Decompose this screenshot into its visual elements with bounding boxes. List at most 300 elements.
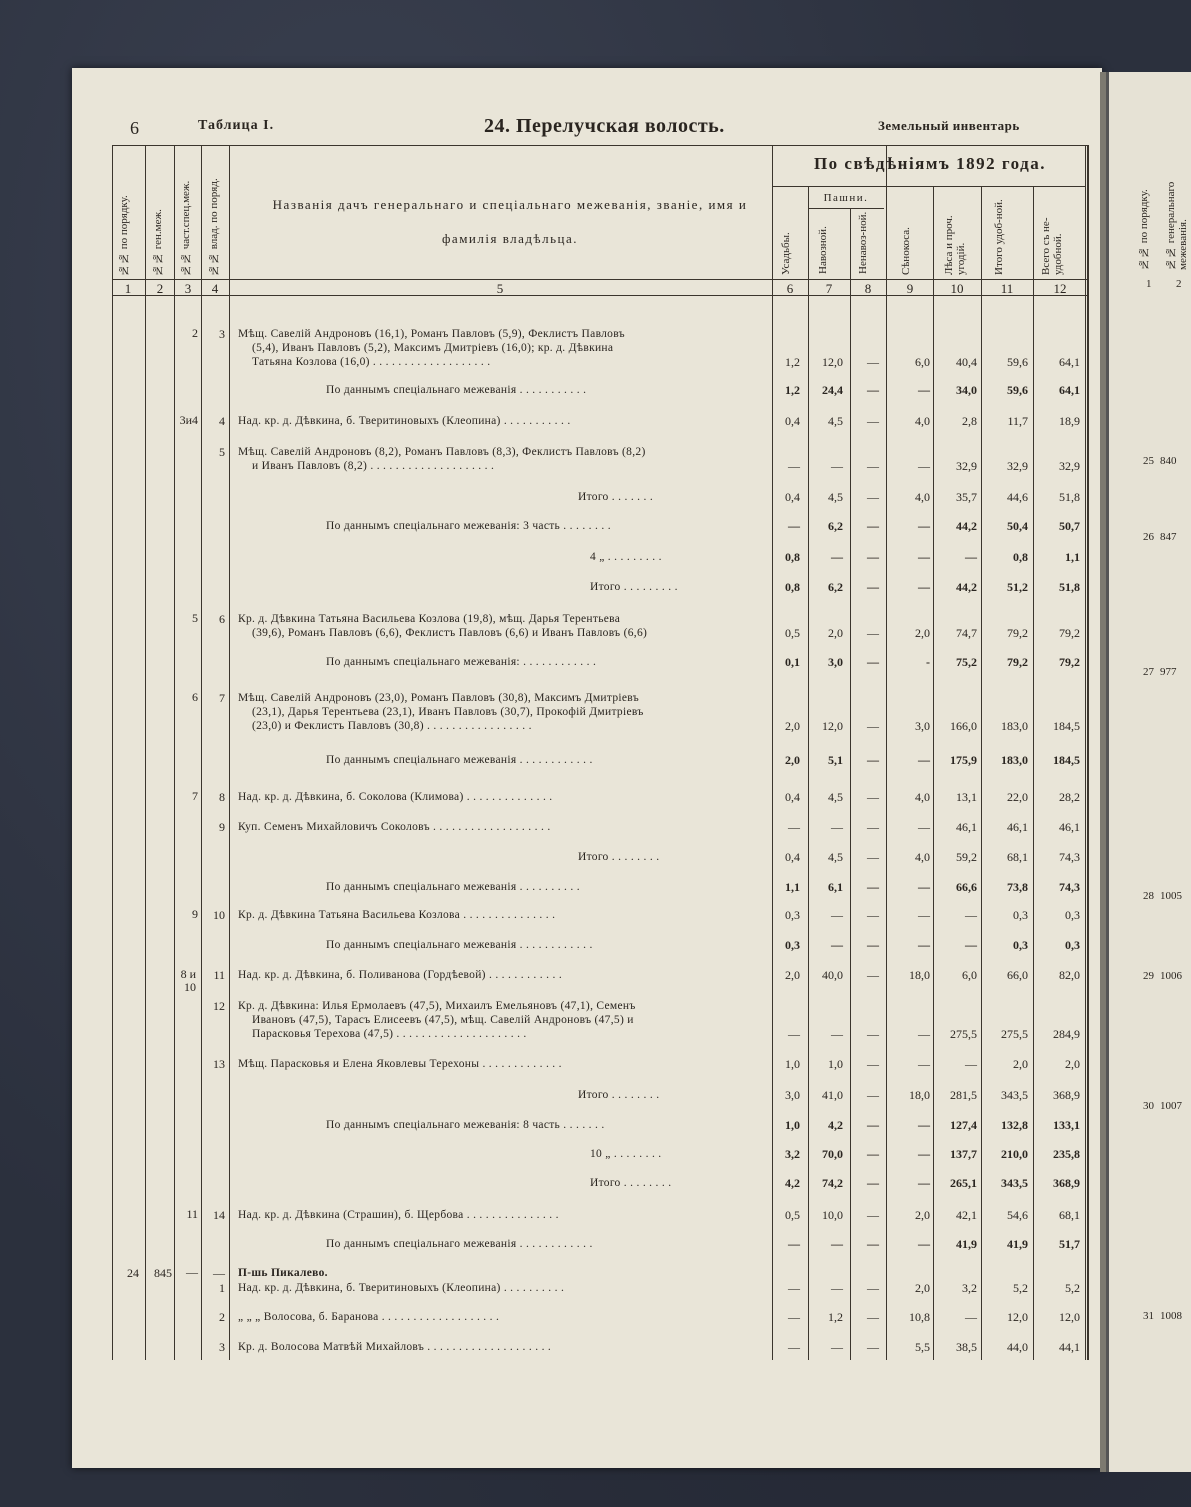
cell-value: — (831, 908, 843, 922)
cell-value: 51,2 (1007, 580, 1028, 594)
cell-value: — (918, 753, 930, 767)
cell-value: — (918, 1057, 930, 1071)
top-rule (112, 145, 1087, 146)
cell-value: — (867, 490, 879, 504)
cell-value: — (867, 1057, 879, 1071)
owner-number: 1 (219, 1281, 225, 1295)
cell-value: 0,5 (785, 626, 800, 640)
cell-value: 11,7 (1007, 414, 1028, 428)
cell-value: 74,7 (956, 626, 977, 640)
cell-value: — (918, 550, 930, 564)
owner-text: Итого . . . . . . . . (590, 1177, 672, 1189)
cell-value: — (918, 1237, 930, 1251)
cell-value: 44,6 (1007, 490, 1028, 504)
spec-survey-number: 5 (192, 611, 198, 625)
cell-value: 59,6 (1007, 383, 1028, 397)
cell-value: 2,0 (785, 719, 800, 733)
cell-value: 3,2 (785, 1147, 800, 1161)
cell-value: — (867, 383, 879, 397)
cell-value: — (867, 1147, 879, 1161)
cell-value: 127,4 (950, 1118, 977, 1132)
col-header-3: №№ част.спец.меж. (180, 180, 192, 276)
cell-value: — (788, 1237, 800, 1251)
cell-value: 4,5 (828, 414, 843, 428)
cell-value: — (918, 383, 930, 397)
cell-value: — (918, 519, 930, 533)
row-number: 24 (127, 1266, 139, 1280)
cell-value: — (831, 550, 843, 564)
cell-value: 34,0 (956, 383, 977, 397)
next-page-gen-number: 1006 (1160, 970, 1182, 982)
spec-survey-number: 9 (192, 907, 198, 921)
owner-text: Мѣщ. Парасковья и Елена Яковлевы Терехоны . . . . . . . . . . . . . (238, 1058, 562, 1070)
cell-value: — (867, 1118, 879, 1132)
cell-value: 68,1 (1059, 1208, 1080, 1222)
col-header-7: Навозной. (817, 226, 829, 274)
cell-value: 1,2 (828, 1310, 843, 1324)
owner-text: Итого . . . . . . . . (578, 851, 660, 863)
cell-value: 2,0 (785, 753, 800, 767)
cell-value: — (867, 519, 879, 533)
cell-value: 51,8 (1059, 580, 1080, 594)
next-page-row-number: 31 (1143, 1310, 1154, 1322)
next-page-colnum: 1 (1146, 278, 1152, 290)
cell-value: — (918, 908, 930, 922)
cell-value: — (867, 1088, 879, 1102)
owner-text: По даннымъ спеціальнаго межеванія . . . . . . . . . . . . (326, 939, 593, 951)
spec-survey-number: 11 (186, 1207, 198, 1221)
cell-value: 0,4 (785, 850, 800, 864)
cell-value: — (867, 414, 879, 428)
cell-value: 1,0 (785, 1057, 800, 1071)
cell-value: 210,0 (1001, 1147, 1028, 1161)
owner-text: Над. кр. д. Дѣвкина (Страшин), б. Щербова . . . . . . . . . . . . . . . (238, 1209, 559, 1221)
owner-text: Кр. д. Дѣвкина Татьяна Васильева Козлова (19,8), мѣщ. Дарья Терентьева (238, 613, 621, 625)
cell-value: — (831, 1281, 843, 1295)
cell-value: — (867, 580, 879, 594)
next-page-gen-number: 1007 (1160, 1100, 1182, 1112)
next-page-row-number: 27 (1143, 666, 1154, 678)
cell-value: 1,2 (785, 355, 800, 369)
cell-value: 166,0 (950, 719, 977, 733)
cell-value: 183,0 (1001, 753, 1028, 767)
cell-value: — (788, 1340, 800, 1354)
cell-value: — (867, 355, 879, 369)
cell-value: 2,8 (962, 414, 977, 428)
cell-value: — (831, 1027, 843, 1041)
cell-value: 2,0 (828, 626, 843, 640)
cell-value: 0,3 (1013, 938, 1028, 952)
pashni-header: Пашни. (823, 192, 869, 204)
cell-value: 6,0 (962, 968, 977, 982)
cell-value: 44,2 (956, 580, 977, 594)
pashni-rule (808, 208, 884, 209)
cell-value: — (918, 880, 930, 894)
col-header-6: Усадьбы. (780, 232, 792, 275)
column-number: 2 (156, 281, 164, 296)
column-number: 10 (950, 281, 964, 296)
next-page-colnum: 2 (1176, 278, 1182, 290)
cell-value: 343,5 (1001, 1088, 1028, 1102)
cell-value: 51,7 (1059, 1237, 1080, 1251)
cell-value: — (867, 753, 879, 767)
cell-value: 2,0 (785, 968, 800, 982)
cell-value: 368,9 (1053, 1176, 1080, 1190)
cell-value: 137,7 (950, 1147, 977, 1161)
next-page-gen-number: 847 (1160, 531, 1177, 543)
owner-text: 4 „ . . . . . . . . . (590, 551, 662, 563)
next-page-row-number: 30 (1143, 1100, 1154, 1112)
cell-value: 46,1 (1007, 820, 1028, 834)
owner-text: „ „ „ Волосова, б. Баранова . . . . . . . . . . . . . . . . . . . (238, 1311, 500, 1323)
owner-number: 4 (219, 414, 225, 428)
cell-value: 6,0 (915, 355, 930, 369)
cell-value: 184,5 (1053, 719, 1080, 733)
spec-survey-number: 2 (192, 326, 198, 340)
cell-value: 68,1 (1007, 850, 1028, 864)
cell-value: 0,3 (785, 938, 800, 952)
cell-value: — (918, 1118, 930, 1132)
owner-number: 14 (213, 1208, 225, 1222)
cell-value: 1,2 (785, 383, 800, 397)
cell-value: 35,7 (956, 490, 977, 504)
cell-value: 38,5 (956, 1340, 977, 1354)
col-header-9: Сѣнокоса. (900, 227, 912, 275)
owner-text: Куп. Семенъ Михайловичъ Соколовъ . . . . . . . . . . . . . . . . . . . (238, 821, 551, 833)
cell-value: 0,3 (1013, 908, 1028, 922)
cell-value: 3,0 (785, 1088, 800, 1102)
cell-value: 12,0 (822, 719, 843, 733)
cell-value: 41,0 (822, 1088, 843, 1102)
cell-value: — (918, 820, 930, 834)
cell-value: 2,0 (1065, 1057, 1080, 1071)
next-page-gen-number: 977 (1160, 666, 1177, 678)
owner-number: 5 (219, 445, 225, 459)
cell-value: — (918, 459, 930, 473)
column-number: 4 (211, 281, 219, 296)
cell-value: — (788, 519, 800, 533)
cell-value: — (918, 1176, 930, 1190)
cell-value: 44,0 (1007, 1340, 1028, 1354)
cell-value: 59,2 (956, 850, 977, 864)
owner-text: Над. кр. д. Дѣвкина, б. Тверитиновыхъ (Клеопина) . . . . . . . . . . . (238, 415, 571, 427)
cell-value: 54,6 (1007, 1208, 1028, 1222)
col-header-4: №№ влад. по поряд. (208, 178, 220, 276)
owner-text: Над. кр. д. Дѣвкина, б. Тверитиновыхъ (Клеопина) . . . . . . . . . . (238, 1282, 565, 1294)
owner-number: 7 (219, 691, 225, 705)
cell-value: — (867, 626, 879, 640)
cell-value: — (918, 580, 930, 594)
cell-value: — (788, 1310, 800, 1324)
cell-value: 32,9 (1007, 459, 1028, 473)
col-rule (229, 145, 230, 1360)
owner-text: Мѣщ. Савелій Андроновъ (23,0), Романъ Павловъ (30,8), Максимъ Дмитріевъ (238, 692, 639, 704)
cell-value: 235,8 (1053, 1147, 1080, 1161)
next-page-gen-number: 1005 (1160, 890, 1182, 902)
cell-value: 46,1 (956, 820, 977, 834)
cell-value: 41,9 (1007, 1237, 1028, 1251)
cell-value: 275,5 (950, 1027, 977, 1041)
cell-value: 275,5 (1001, 1027, 1028, 1041)
owner-number: 8 (219, 790, 225, 804)
owner-text: Парасковья Терехова (47,5) . . . . . . . . . . . . . . . . . . . . . (252, 1028, 527, 1040)
owner-number: — (213, 1266, 225, 1280)
col-rule (145, 145, 146, 1360)
cell-value: — (918, 938, 930, 952)
column-number: 12 (1053, 281, 1067, 296)
cell-value: — (831, 820, 843, 834)
cell-value: 4,2 (828, 1118, 843, 1132)
cell-value: — (867, 790, 879, 804)
cell-value: 24,4 (822, 383, 843, 397)
next-page-gen-number: 840 (1160, 455, 1177, 467)
cell-value: 4,0 (915, 790, 930, 804)
col-header-2: №№ ген.меж. (152, 209, 164, 276)
cell-value: 10,0 (822, 1208, 843, 1222)
cell-value: 2,0 (915, 626, 930, 640)
cell-value: 0,3 (1065, 908, 1080, 922)
cell-value: 10,8 (909, 1310, 930, 1324)
cell-value: 0,4 (785, 414, 800, 428)
cell-value: — (867, 1310, 879, 1324)
cell-value: 6,1 (828, 880, 843, 894)
cell-value: 4,0 (915, 414, 930, 428)
cell-value: 1,0 (785, 1118, 800, 1132)
cell-value: 0,8 (785, 550, 800, 564)
cell-value: 4,2 (785, 1176, 800, 1190)
cell-value: 79,2 (1059, 626, 1080, 640)
column-number: 5 (496, 281, 504, 296)
cell-value: — (867, 719, 879, 733)
cell-value: 70,0 (822, 1147, 843, 1161)
cell-value: — (965, 908, 977, 922)
owner-text: Татьяна Козлова (16,0) . . . . . . . . . . . . . . . . . . . (252, 356, 491, 368)
cell-value: 183,0 (1001, 719, 1028, 733)
owner-text: По даннымъ спеціальнаго межеванія . . . . . . . . . . . . (326, 1238, 593, 1250)
cell-value: — (867, 655, 879, 669)
cell-value: — (867, 1340, 879, 1354)
cell-value: — (867, 968, 879, 982)
col-header-11: Итого удоб-ной. (993, 199, 1005, 275)
cell-value: 79,2 (1059, 655, 1080, 669)
column-number: 3 (184, 281, 192, 296)
owner-number: 3 (219, 1340, 225, 1354)
cell-value: 4,5 (828, 490, 843, 504)
cell-value: 3,0 (915, 719, 930, 733)
cell-value: — (918, 1147, 930, 1161)
col-header-12: Всего съ не-удобной. (1040, 217, 1064, 275)
cell-value: 0,4 (785, 790, 800, 804)
cell-value: — (867, 850, 879, 864)
cell-value: 5,1 (828, 753, 843, 767)
owner-text: (5,4), Иванъ Павловъ (5,2), Максимъ Дмитріевъ (16,0); кр. д. Дѣвкина (252, 342, 614, 354)
cell-value: — (867, 908, 879, 922)
next-page-row-number: 28 (1143, 890, 1154, 902)
cell-value: — (965, 550, 977, 564)
cell-value: — (831, 459, 843, 473)
cell-value: 265,1 (950, 1176, 977, 1190)
owner-number: 9 (219, 820, 225, 834)
cell-value: — (867, 1208, 879, 1222)
cell-value: 74,3 (1059, 850, 1080, 864)
cell-value: 42,1 (956, 1208, 977, 1222)
owner-text: По даннымъ спеціальнаго межеванія . . . . . . . . . . (326, 881, 580, 893)
owner-text: Кр. д. Волосова Матвѣй Михайловъ . . . . . . . . . . . . . . . . . . . . (238, 1341, 552, 1353)
owner-number: 11 (213, 968, 225, 982)
cell-value: 50,7 (1059, 519, 1080, 533)
cell-value: 74,2 (822, 1176, 843, 1190)
gen-survey-number: 845 (154, 1266, 172, 1280)
year-rule (772, 186, 1085, 187)
cell-value: 40,0 (822, 968, 843, 982)
column-number: 8 (864, 281, 872, 296)
cell-value: — (831, 1237, 843, 1251)
cell-value: 0,3 (785, 908, 800, 922)
owner-number: 13 (213, 1057, 225, 1071)
cell-value: 18,0 (909, 968, 930, 982)
cell-value: 4,5 (828, 850, 843, 864)
cell-value: - (926, 655, 930, 669)
column-number: 1 (124, 281, 132, 296)
cell-value: — (965, 1057, 977, 1071)
owner-text: По даннымъ спеціальнаго межеванія . . . . . . . . . . . (326, 384, 587, 396)
cell-value: — (867, 459, 879, 473)
cell-value: 64,1 (1059, 355, 1080, 369)
cell-value: 32,9 (1059, 459, 1080, 473)
cell-value: — (867, 880, 879, 894)
cell-value: 4,0 (915, 490, 930, 504)
cell-value: 0,3 (1065, 938, 1080, 952)
cell-value: — (788, 1281, 800, 1295)
cell-value: 1,0 (828, 1057, 843, 1071)
cell-value: — (867, 820, 879, 834)
cell-value: 51,8 (1059, 490, 1080, 504)
cell-value: 44,1 (1059, 1340, 1080, 1354)
right-border (1087, 145, 1089, 1360)
cell-value: 2,0 (915, 1281, 930, 1295)
cell-value: 0,1 (785, 655, 800, 669)
cell-value: — (788, 1027, 800, 1041)
spec-survey-number: — (186, 1265, 198, 1279)
col-header-10: Лѣса и проч. угодій. (943, 215, 967, 275)
table-label: Таблица I. (198, 118, 275, 133)
spec-survey-number: 3и4 (179, 413, 198, 427)
cell-value: 44,2 (956, 519, 977, 533)
owner-text: По даннымъ спеціальнаго межеванія: 8 часть . . . . . . . (326, 1119, 605, 1131)
names-header: Названія дачъ генеральнаго и спеціальнаго межеванія, званіе, имя и фамилія владѣльца. (272, 197, 748, 246)
cell-value: 4,5 (828, 790, 843, 804)
next-page-header-1: №№ по порядку. (1138, 189, 1150, 270)
cell-value: 75,2 (956, 655, 977, 669)
owner-text: и Иванъ Павловъ (8,2) . . . . . . . . . . . . . . . . . . . . (252, 460, 495, 472)
page-number: 6 (130, 118, 139, 138)
book-page (72, 68, 1102, 1468)
cell-value: 5,5 (915, 1340, 930, 1354)
col-rule (1085, 145, 1086, 1360)
owner-text: (23,1), Дарья Терентьева (23,1), Иванъ Павловъ (30,7), Прокофій Дмитріевъ (252, 706, 644, 718)
owner-text: По даннымъ спеціальнаго межеванія: . . . . . . . . . . . . (326, 656, 597, 668)
next-page-gen-number: 1008 (1160, 1310, 1182, 1322)
cell-value: 3,2 (962, 1281, 977, 1295)
owner-text: Итого . . . . . . . (578, 491, 654, 503)
cell-value: 284,9 (1053, 1027, 1080, 1041)
cell-value: 28,2 (1059, 790, 1080, 804)
cell-value: 74,3 (1059, 880, 1080, 894)
cell-value: — (831, 938, 843, 952)
owner-number: 2 (219, 1310, 225, 1324)
cell-value: — (867, 1027, 879, 1041)
cell-value: 46,1 (1059, 820, 1080, 834)
owner-text: Ивановъ (47,5), Тарасъ Елисеевъ (47,5), мѣщ. Савелій Андроновъ (47,5) и (252, 1014, 634, 1026)
owner-text: П-шь Пикалево. (238, 1267, 328, 1279)
cell-value: 2,0 (1013, 1057, 1028, 1071)
cell-value: 0,5 (785, 1208, 800, 1222)
column-number: 9 (906, 281, 914, 296)
cell-value: 64,1 (1059, 383, 1080, 397)
cell-value: 32,9 (956, 459, 977, 473)
owner-number: 3 (219, 327, 225, 341)
column-number: 11 (1000, 281, 1014, 296)
cell-value: 4,0 (915, 850, 930, 864)
owner-text: Кр. д. Дѣвкина: Илья Ермолаевъ (47,5), Михаилъ Емельяновъ (47,1), Семенъ (238, 1000, 636, 1012)
section-title: Земельный инвентарь (878, 118, 1020, 133)
owner-text: По даннымъ спеціальнаго межеванія: 3 часть . . . . . . . . (326, 520, 611, 532)
cell-value: 133,1 (1053, 1118, 1080, 1132)
cell-value: 73,8 (1007, 880, 1028, 894)
year-header: По свѣдѣніямъ 1892 года. (813, 154, 1047, 173)
owner-text: 10 „ . . . . . . . . (590, 1148, 662, 1160)
cell-value: 18,0 (909, 1088, 930, 1102)
cell-value: 13,1 (956, 790, 977, 804)
cell-value: — (965, 938, 977, 952)
cell-value: 59,6 (1007, 355, 1028, 369)
cell-value: — (867, 550, 879, 564)
cell-value: — (788, 459, 800, 473)
cell-value: 12,0 (822, 355, 843, 369)
cell-value: 18,9 (1059, 414, 1080, 428)
cell-value: 0,4 (785, 490, 800, 504)
cell-value: 343,5 (1001, 1176, 1028, 1190)
cell-value: — (867, 938, 879, 952)
cell-value: 66,0 (1007, 968, 1028, 982)
owner-number: 6 (219, 612, 225, 626)
cell-value: 79,2 (1007, 626, 1028, 640)
cell-value: — (965, 1310, 977, 1324)
column-number: 7 (825, 281, 833, 296)
cell-value: 1,1 (1065, 550, 1080, 564)
cell-value: — (831, 1340, 843, 1354)
owner-text: Итого . . . . . . . . (578, 1089, 660, 1101)
cell-value: 6,2 (828, 580, 843, 594)
cell-value: 5,2 (1013, 1281, 1028, 1295)
column-number: 6 (786, 281, 794, 296)
owner-text: (39,6), Романъ Павловъ (6,6), Феклистъ Павловъ (6,6) и Иванъ Павловъ (6,6) (252, 627, 648, 639)
col-rule (112, 145, 113, 1360)
owner-text: По даннымъ спеціальнаго межеванія . . . . . . . . . . . . (326, 754, 593, 766)
spec-survey-number: 7 (192, 789, 198, 803)
col-header-1: №№ по порядку. (118, 195, 130, 276)
owner-number: 10 (213, 908, 225, 922)
owner-number: 12 (213, 999, 225, 1013)
cell-value: 6,2 (828, 519, 843, 533)
cell-value: 50,4 (1007, 519, 1028, 533)
cell-value: 22,0 (1007, 790, 1028, 804)
cell-value: 82,0 (1059, 968, 1080, 982)
owner-text: Мѣщ. Савелій Андроновъ (8,2), Романъ Павловъ (8,3), Феклистъ Павловъ (8,2) (238, 446, 646, 458)
cell-value: — (867, 1281, 879, 1295)
cell-value: 184,5 (1053, 753, 1080, 767)
cell-value: — (788, 820, 800, 834)
